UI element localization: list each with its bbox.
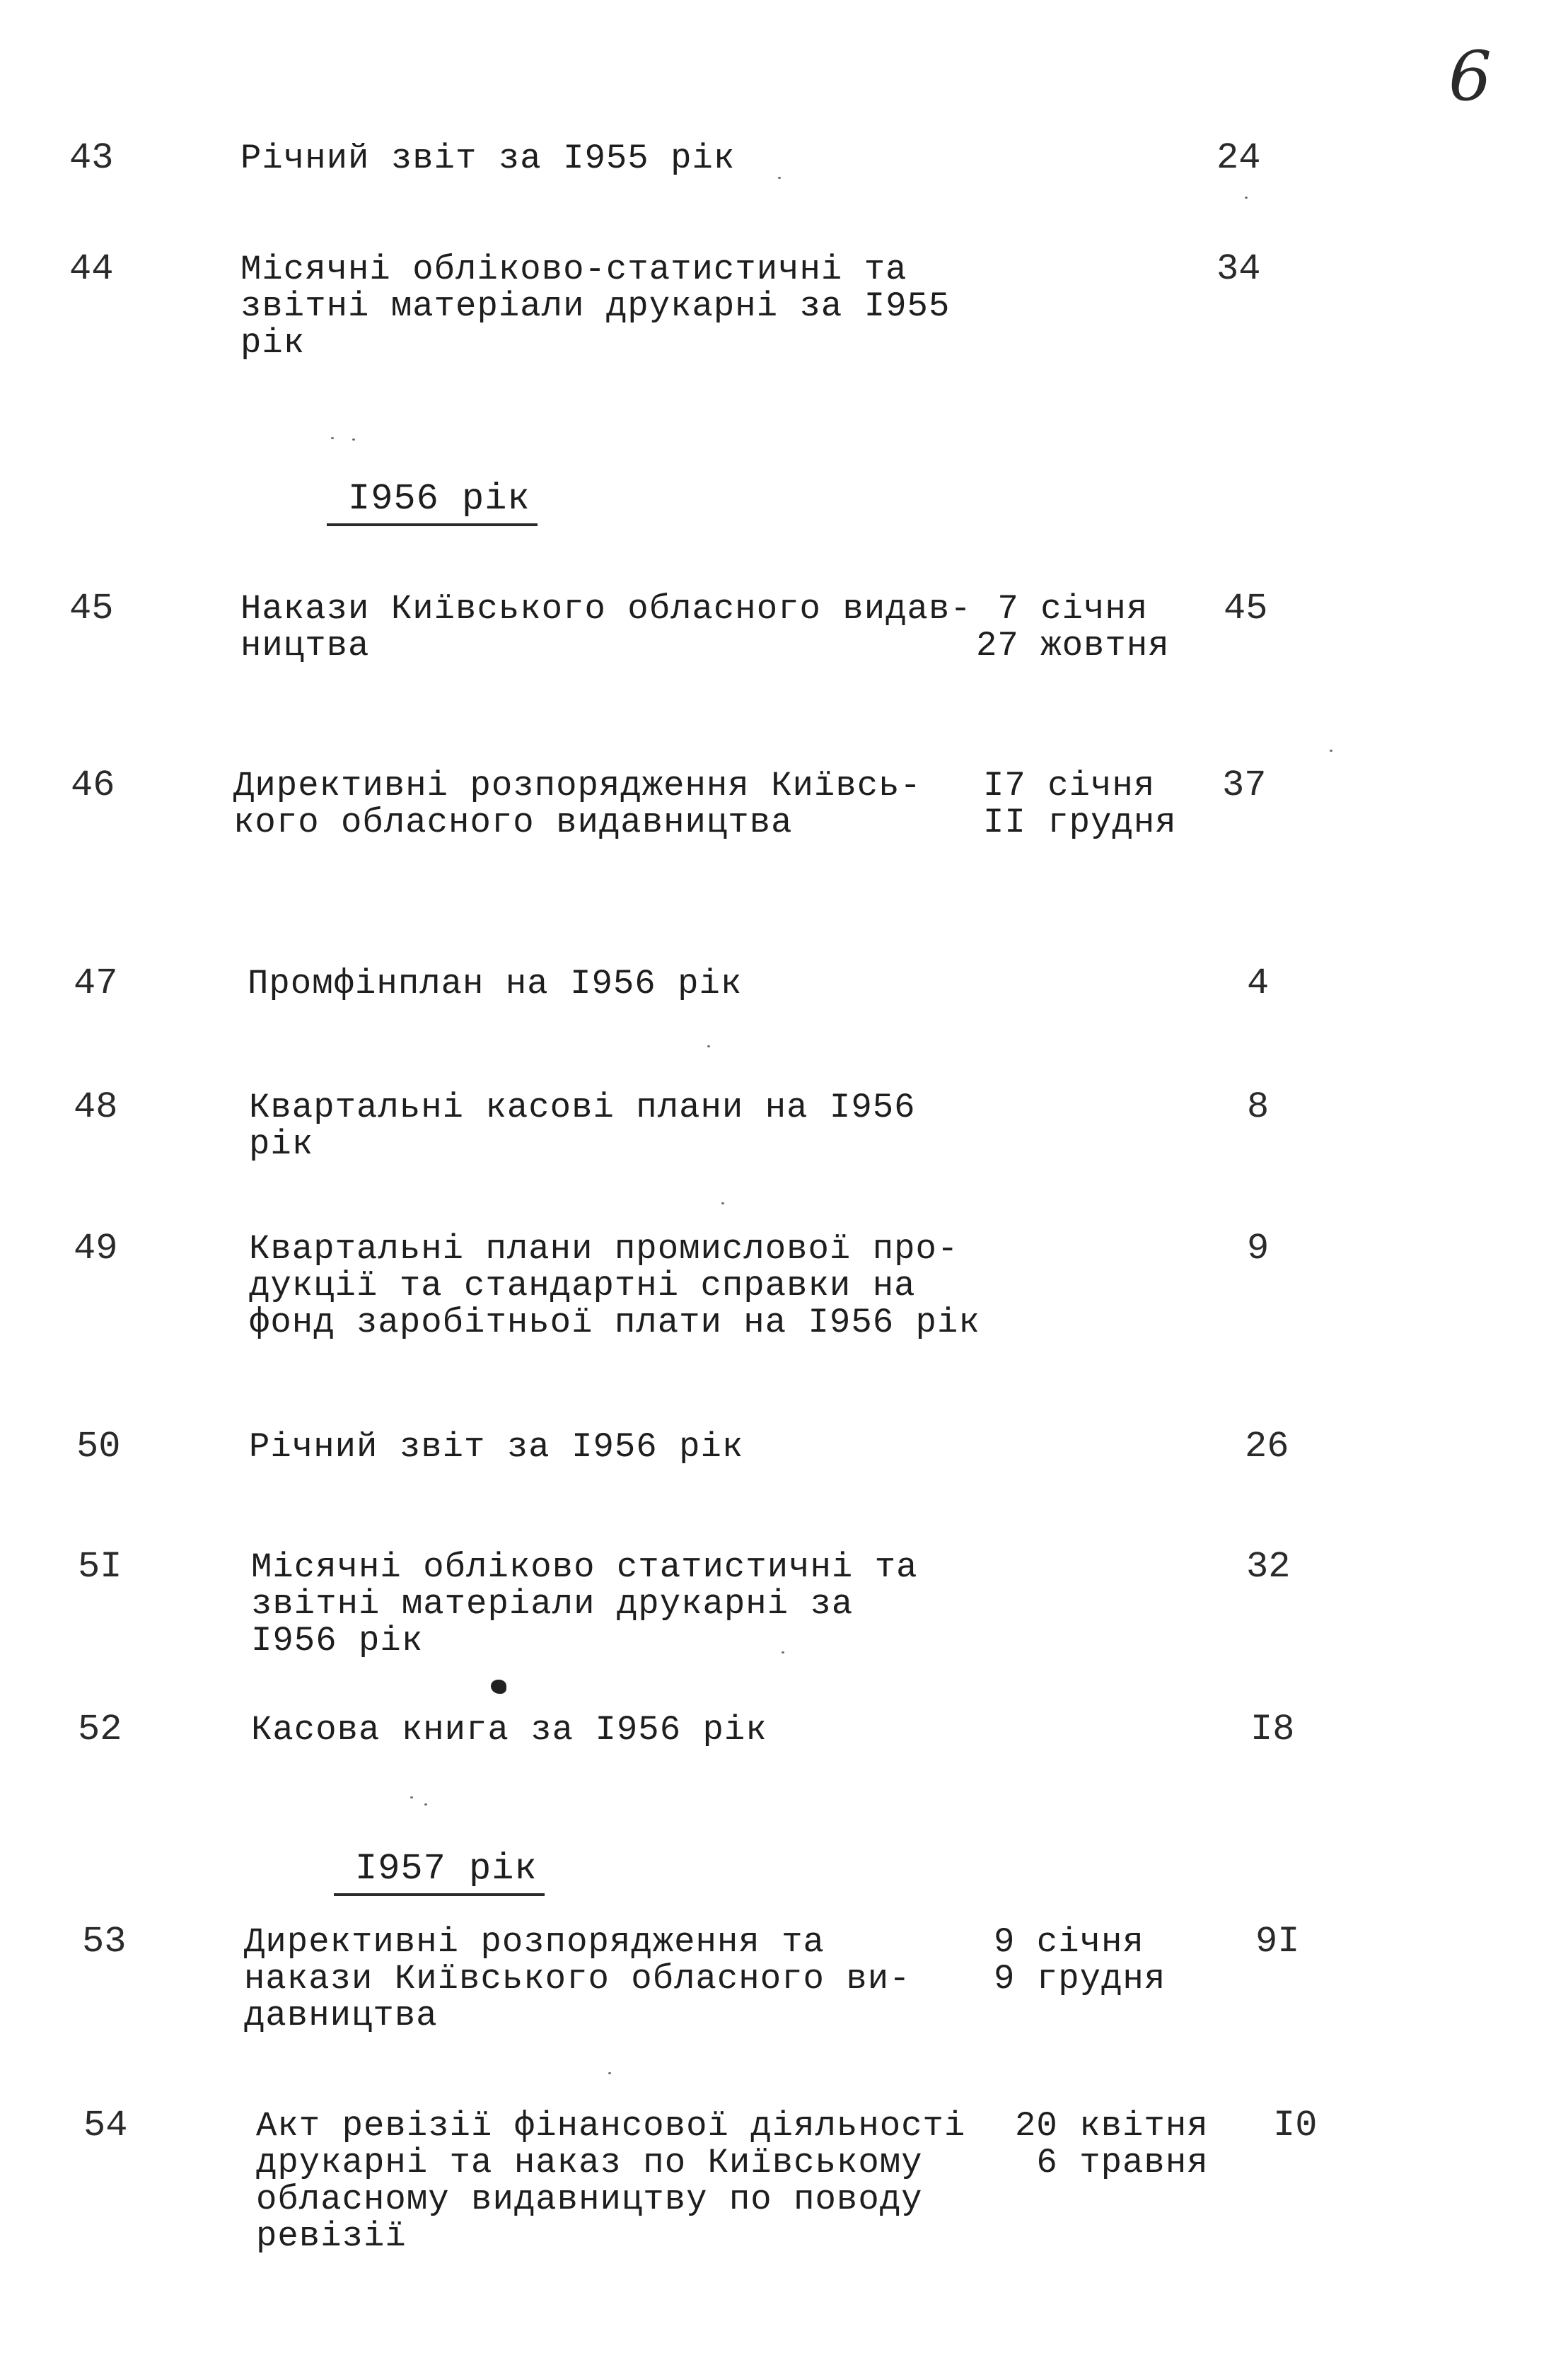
scan-speck [410,1796,413,1798]
entry-dates: I7 січня II грудня [983,766,1177,842]
scan-speck [424,1803,427,1806]
year-heading-1956: I956 рік [327,479,538,526]
entry-sheet-count: 8 [1247,1086,1270,1128]
entry-number: 47 [74,963,118,1004]
entry-title: Накази Київського обласного видав- ництва [240,589,972,665]
entry-number: 5I [78,1546,122,1588]
entry-title: Промфінплан на I956 рік [248,964,743,1004]
entry-title: Акт ревізії фінансової діяльності друкарні та наказ по Київському обласному видавництву по поводу ревізії [256,2106,966,2256]
entry-title: Касова книга за I956 рік [251,1710,767,1750]
entry-title: Директивні розпорядження Київсь- кого обласного видавництва [233,766,922,842]
entry-number: 54 [83,2105,128,2146]
entry-sheet-count: 24 [1216,137,1261,179]
entry-dates: 9 січня 9 грудня [994,1922,1166,1999]
scan-speck [707,1045,710,1047]
entry-title: Квартальні касові плани на I956 рік [249,1088,916,1164]
entry-number: 46 [71,765,115,806]
entry-number: 49 [74,1228,118,1269]
entry-title: Річний звіт за I956 рік [249,1427,744,1467]
scan-speck [352,438,355,441]
entry-number: 44 [69,248,114,290]
entry-title: Місячні обліково статистичні та звітні матеріали друкарні за I956 рік [251,1547,918,1661]
entry-sheet-count: 26 [1245,1426,1289,1467]
entry-sheet-count: 4 [1247,963,1270,1004]
entry-title: Директивні розпорядження та накази Київського обласного ви- давництва [244,1922,911,2035]
entry-number: 52 [78,1709,122,1750]
scan-speck [721,1202,724,1204]
entry-sheet-count: 45 [1224,588,1268,629]
entry-sheet-count: 37 [1222,765,1267,806]
scan-speck [608,2072,611,2074]
year-heading-1957: I957 рік [334,1849,545,1896]
page-number: 6 [1448,37,1492,116]
scan-speck [782,1651,784,1653]
entry-sheet-count: 9I [1255,1921,1300,1963]
entry-sheet-count: 34 [1216,248,1261,290]
entry-number: 50 [76,1426,121,1467]
entry-sheet-count: I0 [1273,2105,1318,2146]
scan-speck [331,437,334,439]
entry-sheet-count: 9 [1247,1228,1270,1269]
entry-title: Місячні обліково-статистичні та звітні матеріали друкарні за I955 рік [240,250,951,363]
entry-number: 48 [74,1086,118,1128]
scan-speck [1330,750,1332,752]
entry-number: 43 [69,137,114,179]
scan-speck [1245,197,1248,199]
entry-number: 45 [69,588,114,629]
scan-speck [778,177,781,179]
entry-sheet-count: 32 [1246,1546,1291,1588]
entry-title: Квартальні плани промислової про- дукції та стандартні справки на фонд заробітньої плати на I956 рік [249,1229,980,1342]
ink-blot [491,1680,506,1694]
entry-number: 53 [82,1921,127,1963]
entry-dates: 7 січня 27 жовтня [976,589,1170,665]
entry-title: Річний звіт за I955 рік [240,139,736,178]
entry-sheet-count: I8 [1250,1709,1295,1750]
entry-dates: 20 квітня 6 травня [1015,2106,1209,2182]
